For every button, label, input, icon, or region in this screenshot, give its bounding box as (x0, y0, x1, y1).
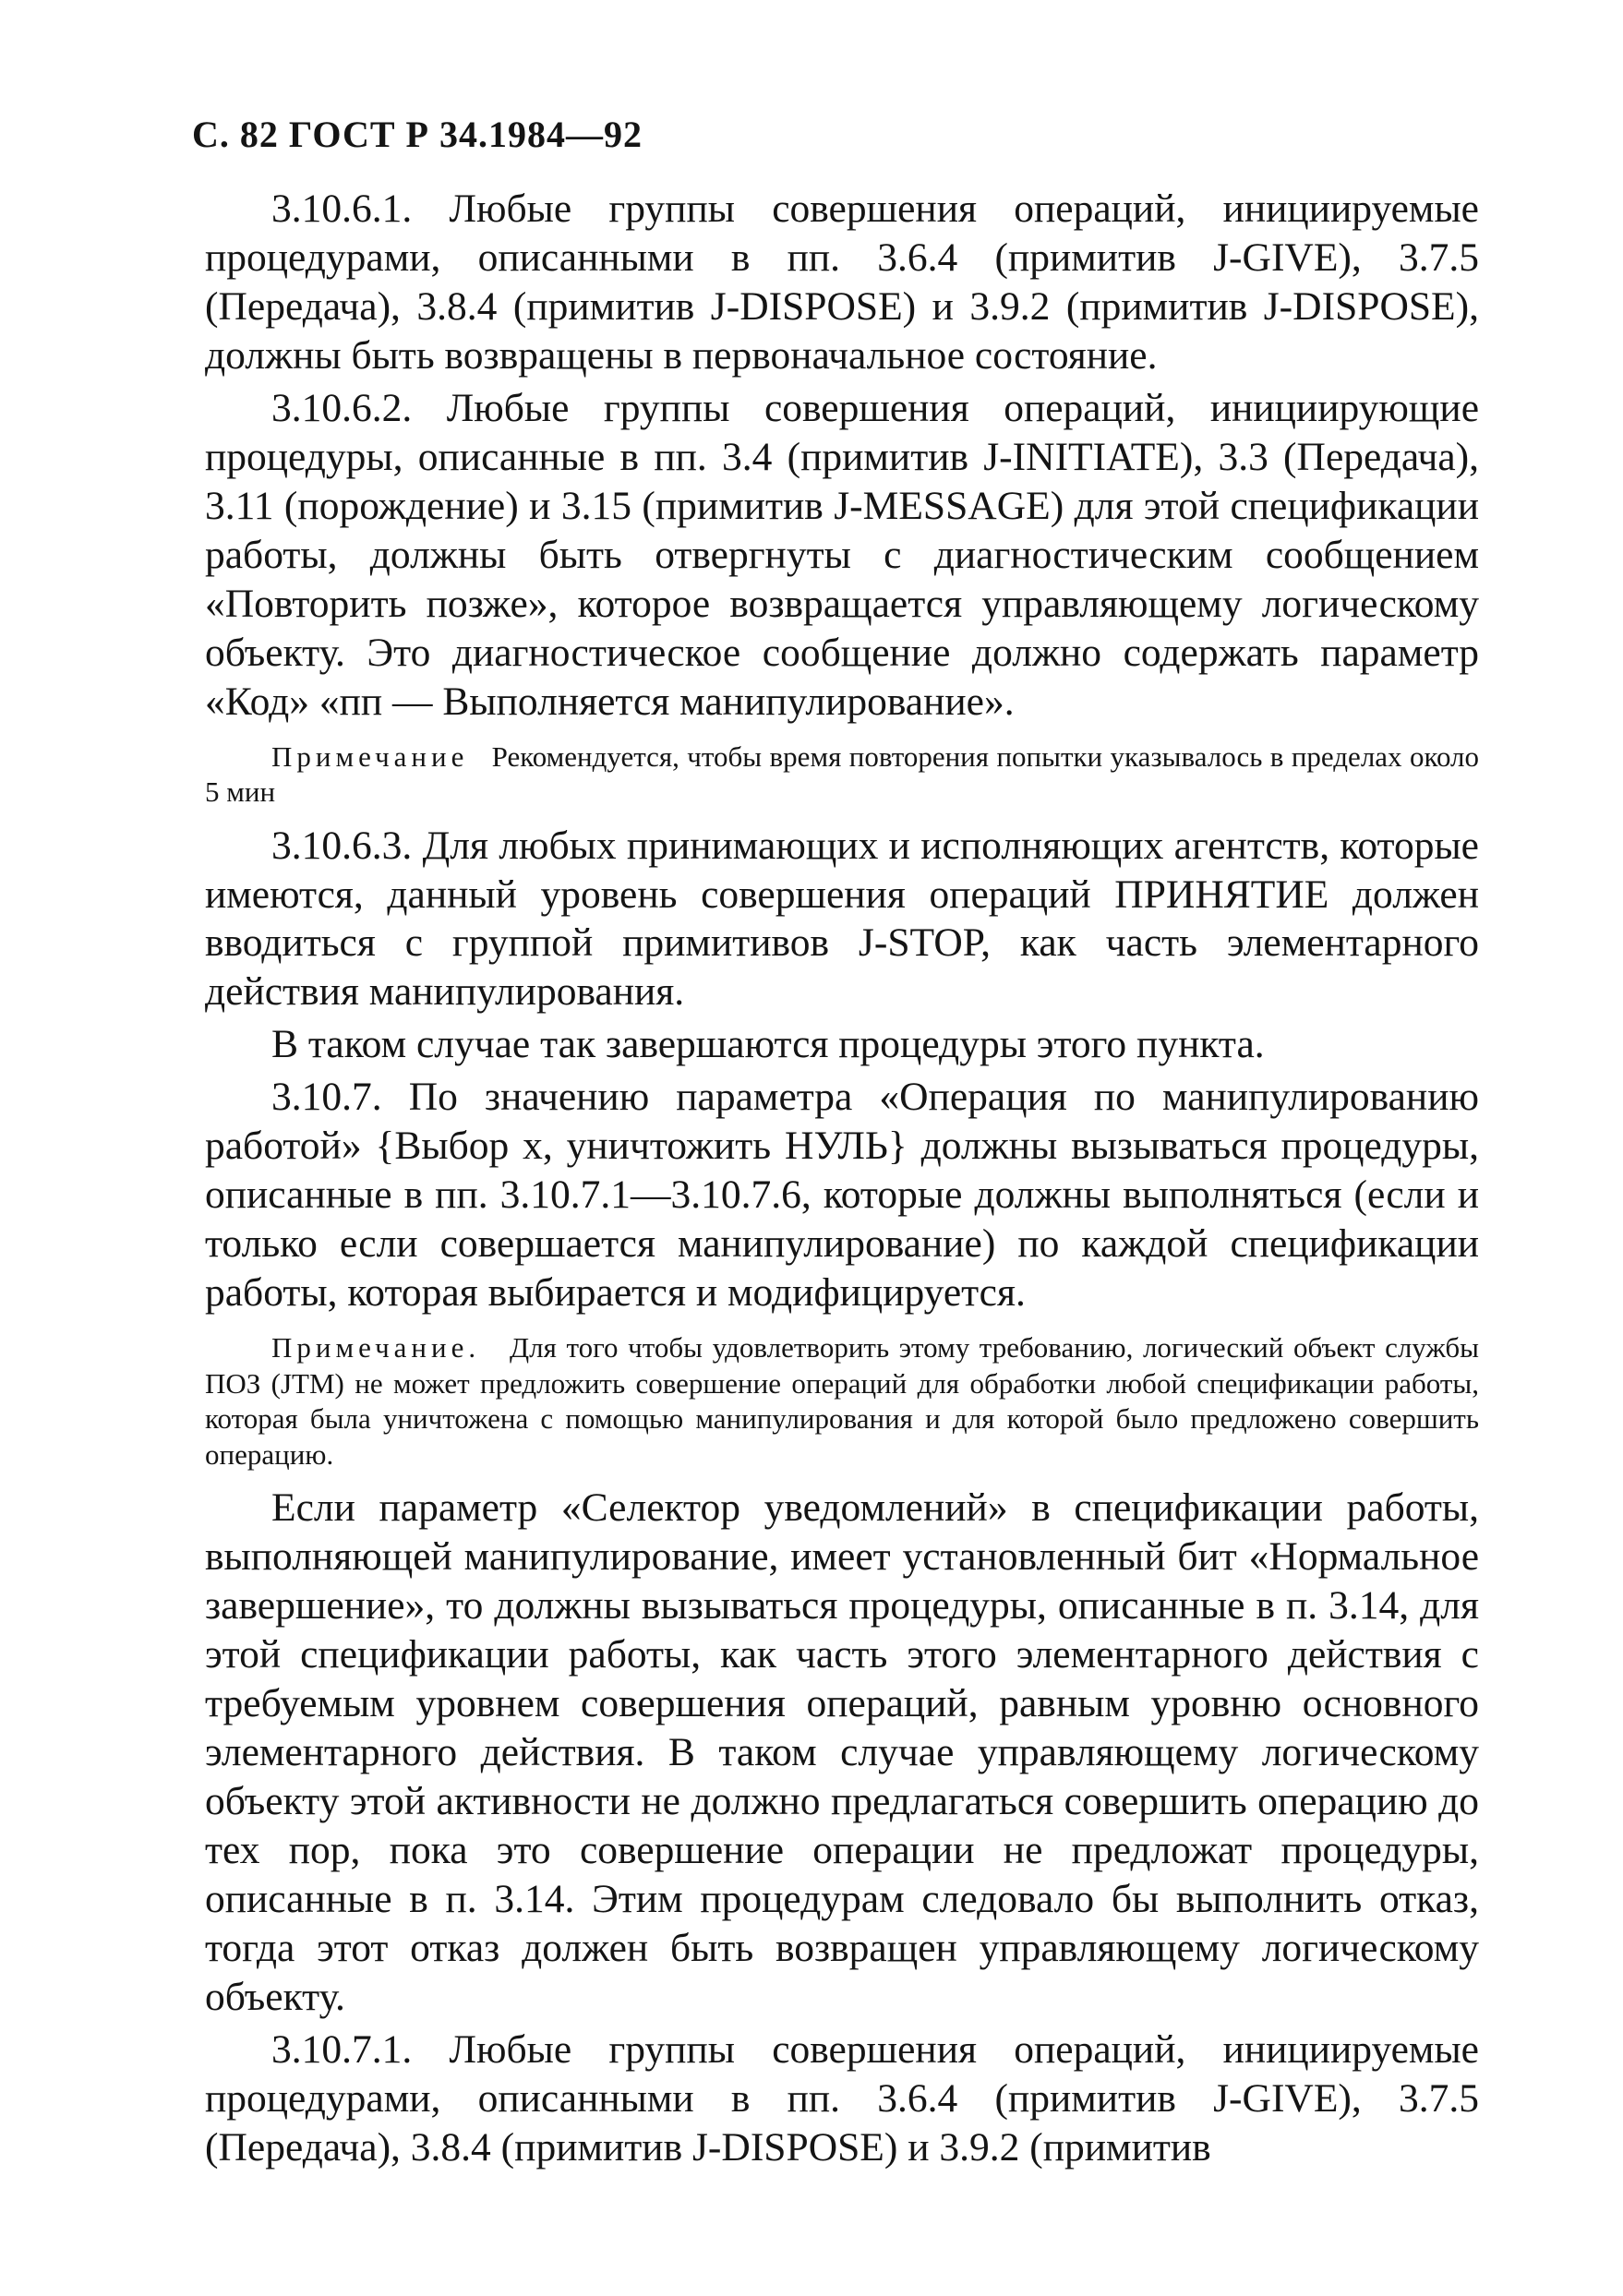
paragraph-3-10-6-3: 3.10.6.3. Для любых принимающих и исполняющих агентств, которые имеются, данный уровень совершения операций ПРИНЯТИЕ должен вводиться с группой примитивов J-STOP, как часть элементарного действия манипулирования. (205, 823, 1479, 1015)
paragraph-notification-selector: Если параметр «Селектор уведомлений» в спецификации работы, выполняющей манипулирование, имеет установленный бит «Нормальное завершение», то должны вызываться процедуры, описанные в п. 3.14, для этой спецификации работы, как часть этого элементарного действия с требуемым уровнем совершения операций, равным уровню основного элементарного действия. В таком случае управляющему логическому объекту этой активности не должно предлагаться совершить операцию до тех пор, пока это совершение операции не предложат процедуры, описанные в п. 3.14. Этим процедурам следовало бы выполнить отказ, тогда этот отказ должен быть возвращен управляющему логическому объекту. (205, 1485, 1479, 2019)
note-text: Рекомендуется, чтобы время повторения попытки указывалось в пределах около 5 мин (205, 739, 1480, 809)
document-body (205, 185, 1479, 2176)
paragraph-procedures-end: В таком случае так завершаются процедуры этого пункта. (271, 1022, 1265, 1067)
paragraph-3-10-6-1: 3.10.6.1. Любые группы совершения операций, инициируемые процедурами, описанными в пп. 3.6.4 (примитив J-GIVE), 3.7.5 (Передача), 3.8.4 (примитив J-DISPOSE) и 3.9.2 (примитив J-DISPOSE), должны быть возвращены в первоначальное состояние. (205, 186, 1479, 378)
note-text: Для того чтобы удовлетворить этому требованию, логический объект службы ПОЗ (JTM) не может предложить совершение операций для обработки любой спецификации работы, которая была уничтожена с помощью манипулирования и для которой было предложено совершить операцию. (205, 1331, 1479, 1471)
paragraph-3-10-6-2: 3.10.6.2. Любые группы совершения операций, инициирующие процедуры, описанные в пп. 3.4 (примитив J-INITIATE), 3.3 (Передача), 3.11 (порождение) и 3.15 (примитив J-MESSAGE) для этой спецификации работы, должны быть отвергнуты с диагностическим сообщением «Повторить позже», которое возвращается управляющему логическому объекту. Это диагностическое сообщение должно содержать параметр «Код» «пп — Выполняется манипулирование». (205, 385, 1479, 724)
page-header: С. 82 ГОСТ Р 34.1984—92 (192, 114, 643, 155)
paragraph-3-10-7-1: 3.10.7.1. Любые группы совершения операций, инициируемые процедурами, описанными в пп. 3.6.4 (примитив J-GIVE), 3.7.5 (Передача), 3.8.4 (примитив J-DISPOSE) и 3.9.2 (примитив (205, 2026, 1479, 2170)
paragraph-3-10-7: 3.10.7. По значению параметра «Операция по манипулированию работой» {Выбор х, уничтожить НУЛЬ} должны вызываться процедуры, описанные в пп. 3.10.7.1—3.10.7.6, которые должны выполняться (если и только если совершается манипулирование) по каждой спецификации работы, которая выбирается и модифицируется. (205, 1075, 1479, 1316)
note-retry-time (205, 739, 1479, 811)
note-label: Примечание. (271, 1331, 481, 1364)
note-label: Примечание (271, 739, 469, 773)
note-jtm-requirement (205, 1330, 1479, 1473)
